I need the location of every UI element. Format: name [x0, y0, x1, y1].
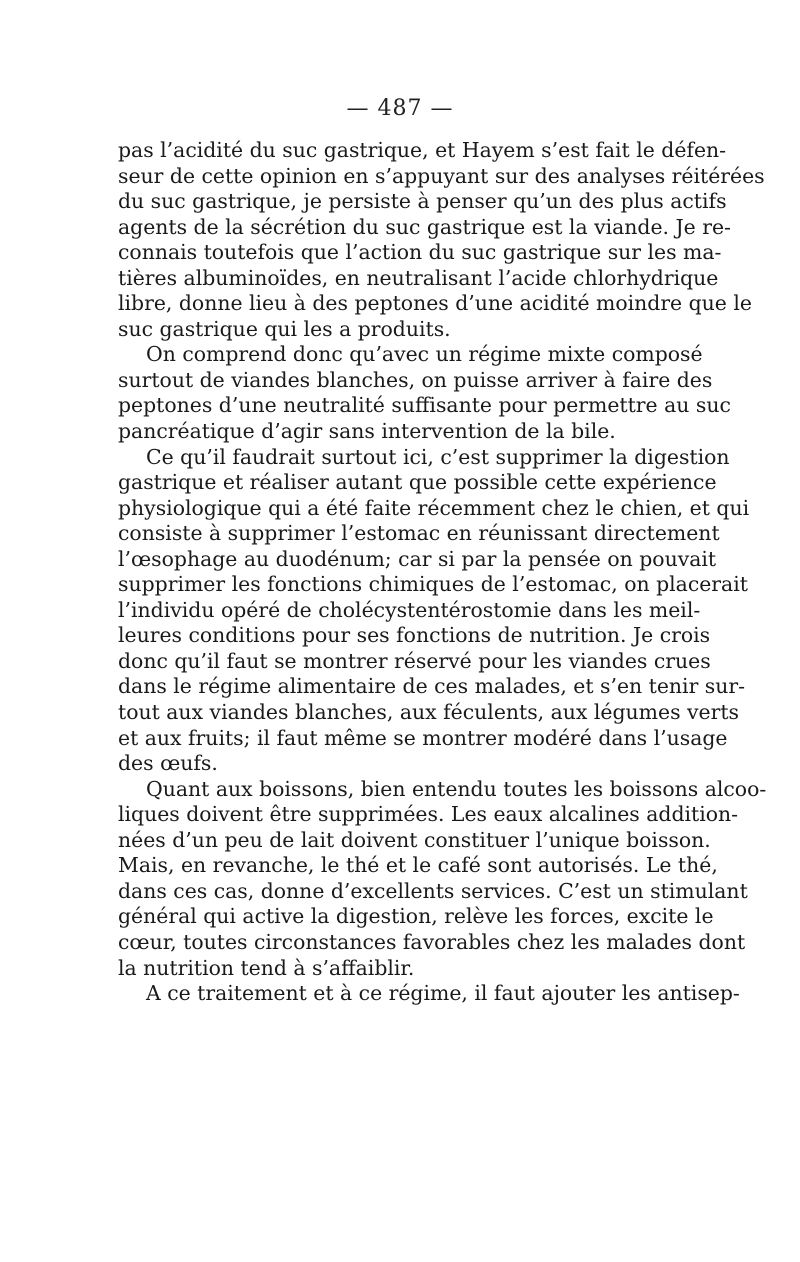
- text-line: consiste à supprimer l’estomac en réunissant directement: [118, 521, 720, 546]
- text-line: dans le régime alimentaire de ces malades, et s’en tenir sur-: [118, 674, 746, 699]
- body-text: [118, 138, 767, 1007]
- text-line: agents de la sécrétion du suc gastrique est la viande. Je re-: [118, 214, 731, 239]
- text-line: libre, donne lieu à des peptones d’une acidité moindre que le: [118, 291, 752, 316]
- text-line: nées d’un peu de lait doivent constituer l’unique boisson.: [118, 827, 711, 852]
- text-line: l’individu opéré de cholécystentérostomie dans les meil-: [118, 597, 701, 622]
- text-line: dans ces cas, donne d’excellents services. C’est un stimulant: [118, 878, 748, 903]
- text-line: suc gastrique qui les a produits.: [118, 316, 451, 341]
- text-line: pancréatique d’agir sans intervention de la bile.: [118, 419, 616, 444]
- text-line: l’œsophage au duodénum; car si par la pensée on pouvait: [118, 546, 717, 571]
- text-line: des œufs.: [118, 751, 218, 776]
- text-line: Ce qu’il faudrait surtout ici, c’est supprimer la digestion: [146, 444, 730, 469]
- text-line: du suc gastrique, je persiste à penser qu’un des plus actifs: [118, 189, 727, 214]
- text-line: liques doivent être supprimées. Les eaux alcalines addition-: [118, 802, 739, 827]
- text-line: supprimer les fonctions chimiques de l’estomac, on placerait: [118, 572, 748, 597]
- text-line: tières albuminoïdes, en neutralisant l’acide chlorhydrique: [118, 265, 719, 290]
- text-line: A ce traitement et à ce régime, il faut ajouter les antisep-: [146, 981, 740, 1006]
- text-line: pas l’acidité du suc gastrique, et Hayem s’est fait le défen-: [118, 138, 727, 162]
- text-line: cœur, toutes circonstances favorables chez les malades dont: [118, 929, 746, 954]
- page-number: — 487 —: [346, 96, 454, 121]
- text-line: connais toutefois que l’action du suc gastrique sur les ma-: [118, 240, 722, 265]
- text-line: On comprend donc qu’avec un régime mixte composé: [146, 342, 703, 367]
- text-line: peptones d’une neutralité suffisante pour permettre au suc: [118, 393, 731, 418]
- text-line: général qui active la digestion, relève les forces, excite le: [118, 904, 714, 929]
- text-line: seur de cette opinion en s’appuyant sur des analyses réitérées: [118, 163, 765, 188]
- text-line: Quant aux boissons, bien entendu toutes les boissons alcoo-: [146, 776, 767, 801]
- text-line: gastrique et réaliser autant que possible cette expérience: [118, 470, 717, 495]
- text-line: donc qu’il faut se montrer réservé pour les viandes crues: [118, 648, 711, 673]
- text-line: Mais, en revanche, le thé et le café sont autorisés. Le thé,: [118, 853, 718, 878]
- text-line: leures conditions pour ses fonctions de nutrition. Je crois: [118, 623, 711, 648]
- text-line: physiologique qui a été faite récemment chez le chien, et qui: [118, 495, 750, 520]
- text-line: et aux fruits; il faut même se montrer modéré dans l’usage: [118, 725, 728, 750]
- text-line: surtout de viandes blanches, on puisse arriver à faire des: [118, 367, 713, 392]
- text-line: la nutrition tend à s’affaiblir.: [118, 955, 415, 980]
- text-line: tout aux viandes blanches, aux féculents, aux légumes verts: [118, 700, 740, 725]
